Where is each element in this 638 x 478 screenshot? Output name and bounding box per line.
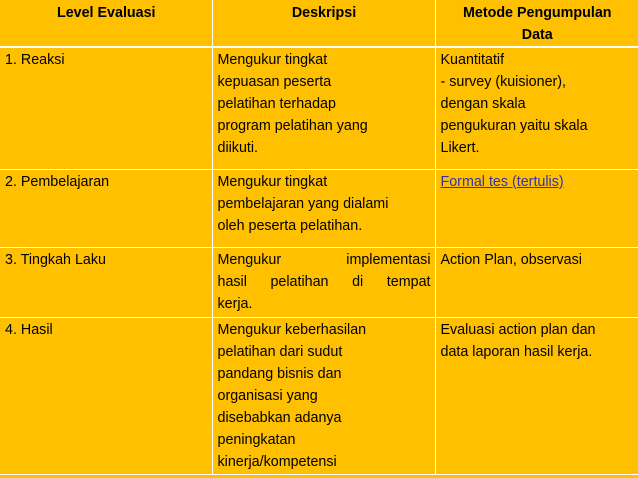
deskripsi-line: program pelatihan yang bbox=[217, 118, 368, 134]
cell-level bbox=[0, 247, 212, 317]
deskripsi-line: pembelajaran yang dialami bbox=[217, 195, 389, 212]
header-metode-pengumpulan-data bbox=[435, 0, 638, 47]
cell-deskripsi bbox=[212, 169, 435, 247]
deskripsi-line: hasil pelatihan di tempat bbox=[217, 273, 431, 290]
metode-line: dengan skala bbox=[440, 96, 526, 112]
level-text: 4. Hasil bbox=[5, 321, 53, 338]
header-text: Level Evaluasi bbox=[56, 5, 156, 21]
table-row bbox=[0, 317, 638, 474]
level-text: 3. Tingkah Laku bbox=[5, 251, 106, 268]
header-level-evaluasi bbox=[0, 0, 212, 47]
metode-line: Evaluasi action plan dan bbox=[440, 321, 596, 338]
formal-tes-link[interactable]: Formal tes (tertulis) bbox=[440, 173, 564, 190]
deskripsi-line: peningkatan bbox=[217, 431, 296, 448]
deskripsi-line: organisasi yang bbox=[217, 387, 318, 404]
metode-line: Likert. bbox=[440, 140, 480, 156]
deskripsi-line: pelatihan dari sudut bbox=[217, 343, 343, 360]
deskripsi-line: Mengukur tingkat bbox=[217, 173, 328, 190]
table-row bbox=[0, 247, 638, 317]
metode-line: pengukuran yaitu skala bbox=[440, 118, 588, 134]
deskripsi-line: diikuti. bbox=[217, 140, 259, 156]
cell-deskripsi bbox=[212, 47, 435, 169]
metode-line: Action Plan, observasi bbox=[440, 251, 582, 268]
deskripsi-line: disebabkan adanya bbox=[217, 409, 342, 426]
cell-level bbox=[0, 317, 212, 474]
deskripsi-line: Mengukur keberhasilan bbox=[217, 321, 367, 338]
metode-line: - survey (kuisioner), bbox=[440, 74, 567, 90]
level-text: 2. Pembelajaran bbox=[5, 173, 110, 190]
deskripsi-line: oleh peserta pelatihan. bbox=[217, 217, 363, 234]
cell-metode bbox=[435, 317, 638, 474]
cell-level bbox=[0, 169, 212, 247]
deskripsi-line: pandang bisnis dan bbox=[217, 365, 342, 382]
cell-metode bbox=[435, 247, 638, 317]
table-row bbox=[0, 169, 638, 247]
table-row bbox=[0, 47, 638, 169]
header-text-line: Data bbox=[521, 27, 553, 43]
header-deskripsi bbox=[212, 0, 435, 47]
cell-deskripsi bbox=[212, 247, 435, 317]
cell-deskripsi bbox=[212, 317, 435, 474]
metode-line: data laporan hasil kerja. bbox=[440, 343, 593, 360]
header-text-line: Metode Pengumpulan bbox=[462, 5, 612, 21]
deskripsi-line: Mengukur tingkat bbox=[217, 52, 328, 68]
deskripsi-line: kepuasan peserta bbox=[217, 74, 332, 90]
deskripsi-line: Mengukur implementasi bbox=[217, 251, 431, 268]
level-text: 1. Reaksi bbox=[5, 52, 65, 68]
cell-metode bbox=[435, 47, 638, 169]
metode-line: Kuantitatif bbox=[440, 52, 505, 68]
deskripsi-line: pelatihan terhadap bbox=[217, 96, 336, 112]
deskripsi-line: kerja. bbox=[217, 295, 253, 312]
deskripsi-line: kinerja/kompetensi bbox=[217, 453, 337, 470]
header-text: Deskripsi bbox=[291, 5, 357, 21]
table-header-row bbox=[0, 0, 638, 47]
cell-level bbox=[0, 47, 212, 169]
cell-metode bbox=[435, 169, 638, 247]
